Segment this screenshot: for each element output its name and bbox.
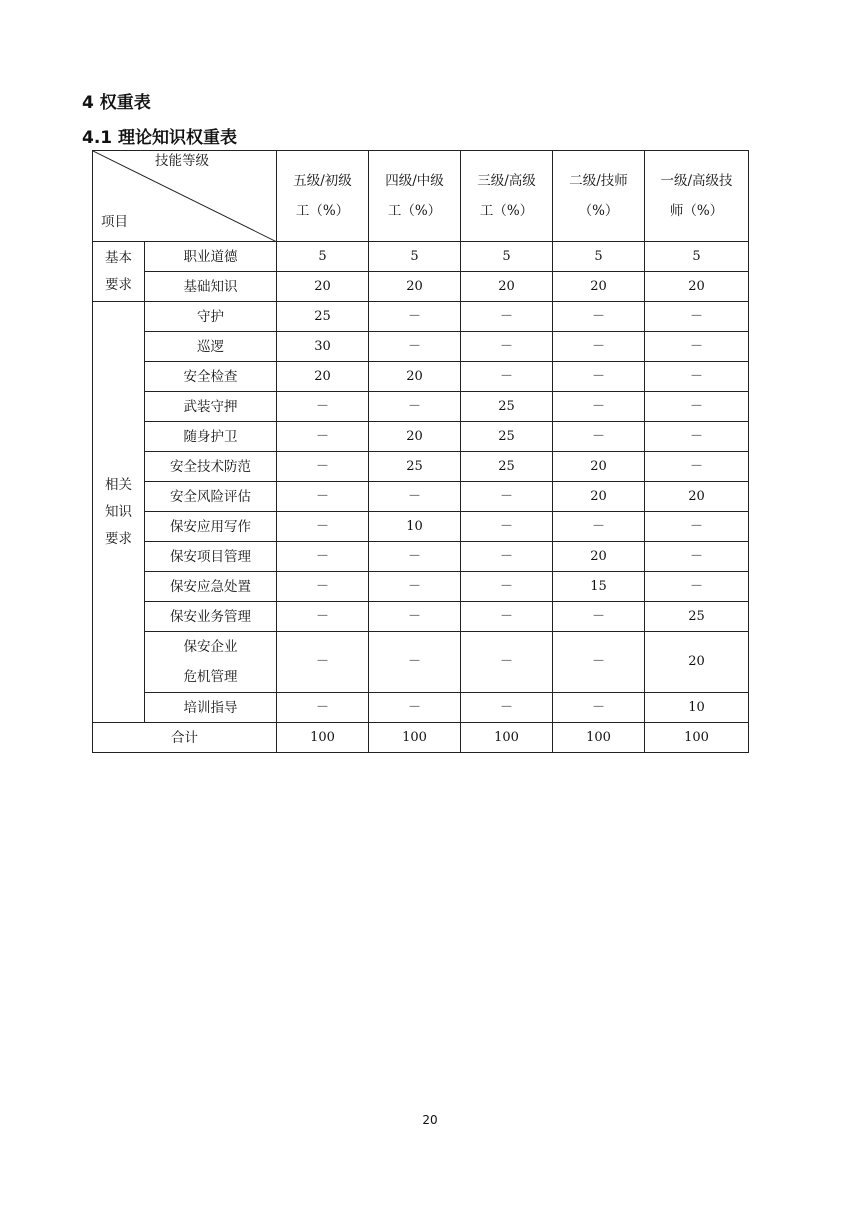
value-cell: － (461, 542, 553, 572)
level-header-line: 五级/初级 (293, 173, 352, 189)
value-cell: 25 (645, 602, 749, 632)
value-cell: － (645, 542, 749, 572)
item-cell: 巡逻 (145, 332, 277, 362)
value-cell: 5 (369, 242, 461, 272)
level-header-line: 三级/高级 (477, 173, 536, 189)
value-cell: 20 (277, 272, 369, 302)
table-row (93, 242, 749, 272)
total-value-cell: 100 (461, 723, 553, 753)
value-cell: 20 (553, 272, 645, 302)
item-cell: 安全风险评估 (145, 482, 277, 512)
value-cell: 30 (277, 332, 369, 362)
item-line: 保安企业 (183, 639, 238, 655)
item-cell: 随身护卫 (145, 422, 277, 452)
level-header-line: 工（%） (387, 203, 442, 219)
value-cell: － (645, 392, 749, 422)
total-value-cell: 100 (277, 723, 369, 753)
item-cell: 培训指导 (145, 693, 277, 723)
item-cell: 保安应急处置 (145, 572, 277, 602)
group-label-line: 知识 (105, 503, 132, 520)
group-label-line: 要求 (105, 530, 132, 547)
value-cell: － (461, 602, 553, 632)
level-header-cell (461, 151, 553, 242)
value-cell: 20 (645, 272, 749, 302)
value-cell: 20 (369, 362, 461, 392)
table-row (93, 362, 749, 392)
value-cell: － (553, 602, 645, 632)
table-row (93, 392, 749, 422)
level-header-line: 四级/中级 (385, 173, 444, 189)
item-cell: 安全技术防范 (145, 452, 277, 482)
corner-top-label: 技能等级 (155, 153, 209, 169)
table-row (93, 693, 749, 723)
value-cell: － (553, 302, 645, 332)
value-cell: 5 (461, 242, 553, 272)
value-cell: － (461, 512, 553, 542)
value-cell: 5 (553, 242, 645, 272)
value-cell: － (369, 482, 461, 512)
item-cell: 守护 (145, 302, 277, 332)
value-cell: － (277, 632, 369, 693)
table-row (93, 332, 749, 362)
value-cell: 25 (461, 392, 553, 422)
level-header-cell (645, 151, 749, 242)
table-row (93, 512, 749, 542)
value-cell: 10 (369, 512, 461, 542)
table-row (93, 482, 749, 512)
value-cell: 20 (645, 482, 749, 512)
level-header-line: 师（%） (669, 203, 724, 219)
value-cell: － (645, 512, 749, 542)
item-cell: 保安项目管理 (145, 542, 277, 572)
value-cell: 5 (277, 242, 369, 272)
total-value-cell: 100 (553, 723, 645, 753)
value-cell: 25 (369, 452, 461, 482)
value-cell: － (277, 542, 369, 572)
value-cell: － (553, 632, 645, 693)
table-row (93, 452, 749, 482)
value-cell: 25 (461, 452, 553, 482)
level-header-line: 工（%） (295, 203, 350, 219)
value-cell: － (369, 693, 461, 723)
value-cell: － (277, 392, 369, 422)
table-row (93, 542, 749, 572)
value-cell: － (645, 362, 749, 392)
total-value-cell: 100 (369, 723, 461, 753)
subsection-heading: 4.1 理论知识权重表 (82, 128, 238, 148)
table-row (93, 302, 749, 332)
table-row (93, 422, 749, 452)
value-cell: － (553, 512, 645, 542)
value-cell: － (553, 362, 645, 392)
value-cell: － (461, 332, 553, 362)
value-cell: 20 (645, 632, 749, 693)
value-cell: － (369, 572, 461, 602)
group-label-line: 要求 (105, 276, 132, 293)
item-cell: 基础知识 (145, 272, 277, 302)
item-cell: 武装守押 (145, 392, 277, 422)
value-cell: － (277, 512, 369, 542)
value-cell: － (369, 302, 461, 332)
item-line: 危机管理 (183, 669, 238, 685)
value-cell: － (277, 422, 369, 452)
value-cell: 20 (369, 422, 461, 452)
value-cell: 5 (645, 242, 749, 272)
item-cell: 保安业务管理 (145, 602, 277, 632)
level-header-cell (553, 151, 645, 242)
value-cell: － (645, 302, 749, 332)
level-header-line: 一级/高级技 (660, 173, 733, 189)
value-cell: － (369, 542, 461, 572)
value-cell: － (645, 572, 749, 602)
group-label-line: 相关 (105, 476, 132, 493)
value-cell: 20 (553, 482, 645, 512)
table-row (93, 572, 749, 602)
page-number: 20 (422, 1113, 438, 1127)
item-cell (145, 632, 277, 693)
value-cell: － (461, 693, 553, 723)
value-cell: － (277, 602, 369, 632)
item-cell: 职业道德 (145, 242, 277, 272)
value-cell: 25 (461, 422, 553, 452)
weight-table (92, 150, 749, 753)
value-cell: － (461, 362, 553, 392)
value-cell: － (369, 332, 461, 362)
group-label-cell (93, 302, 145, 723)
value-cell: － (369, 632, 461, 693)
level-header-line: 二级/技师 (569, 173, 628, 189)
section-heading: 4 权重表 (82, 93, 151, 113)
value-cell: － (277, 482, 369, 512)
value-cell: － (553, 693, 645, 723)
level-header-line: 工（%） (479, 203, 534, 219)
table-row (93, 602, 749, 632)
total-row (93, 723, 749, 753)
value-cell: 20 (461, 272, 553, 302)
value-cell: － (461, 632, 553, 693)
value-cell: － (461, 572, 553, 602)
value-cell: 20 (553, 452, 645, 482)
total-label-cell: 合计 (93, 723, 277, 753)
value-cell: 15 (553, 572, 645, 602)
level-header-line: （%） (578, 203, 619, 219)
value-cell: － (553, 422, 645, 452)
level-header-cell (369, 151, 461, 242)
group-label-line: 基本 (105, 249, 132, 266)
value-cell: － (645, 422, 749, 452)
group-label-cell (93, 242, 145, 302)
table-row (93, 632, 749, 693)
value-cell: － (461, 302, 553, 332)
value-cell: 20 (277, 362, 369, 392)
header-row (93, 151, 749, 242)
corner-header-cell (93, 151, 277, 242)
value-cell: － (277, 693, 369, 723)
level-header-cell (277, 151, 369, 242)
value-cell: 20 (369, 272, 461, 302)
table-row (93, 272, 749, 302)
value-cell: － (645, 332, 749, 362)
item-cell: 安全检查 (145, 362, 277, 392)
value-cell: － (369, 602, 461, 632)
value-cell: 10 (645, 693, 749, 723)
value-cell: － (277, 572, 369, 602)
corner-bottom-label: 项目 (101, 214, 128, 230)
value-cell: 25 (277, 302, 369, 332)
value-cell: － (369, 392, 461, 422)
value-cell: － (553, 392, 645, 422)
item-cell: 保安应用写作 (145, 512, 277, 542)
value-cell: － (645, 452, 749, 482)
value-cell: 20 (553, 542, 645, 572)
value-cell: － (553, 332, 645, 362)
value-cell: － (277, 452, 369, 482)
total-value-cell: 100 (645, 723, 749, 753)
value-cell: － (461, 482, 553, 512)
